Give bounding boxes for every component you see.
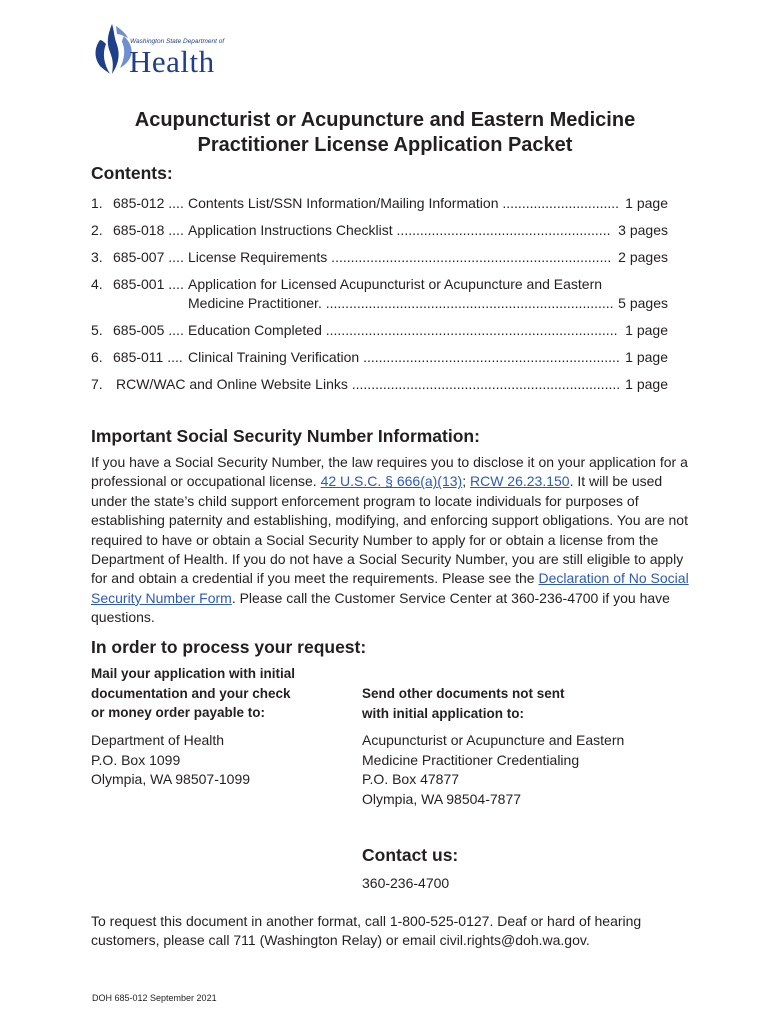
contents-item-number: 5. [91, 322, 103, 338]
doh-logo [90, 22, 225, 79]
document-title-line2: Practitioner License Application Packet [197, 134, 573, 156]
document-title-line1: Acupuncturist or Acupuncture and Eastern Medicine [134, 109, 636, 131]
contents-item-number: 1. [91, 195, 103, 211]
mail-application-address: Department of Health P.O. Box 1099 Olympia, WA 98507-1099 [91, 732, 251, 788]
contents-item-pages: 3 pages [618, 222, 668, 238]
contents-heading: Contents: [91, 163, 173, 183]
ssn-reference-link[interactable]: Declaration of No Social Security Number Form [91, 570, 689, 606]
contents-item-title: License Requirements ........................................................................ [188, 249, 612, 265]
contents-item-number: 6. [91, 349, 103, 365]
contents-item-number: 7. [91, 376, 103, 392]
contact-phone: 360-236-4700 [362, 875, 450, 891]
contents-item-form-code: 685-018 .... [113, 222, 184, 238]
accessibility-note: To request this document in another format, call 1-800-525-0127. Deaf or hard of hearing customers, please call 711 (Washington Relay) or email civil.rights@doh.wa.gov. [91, 913, 642, 949]
contents-item-pages: 1 page [625, 376, 668, 392]
process-heading: In order to process your request: [91, 637, 367, 657]
contents-item-number: 2. [91, 222, 103, 238]
contents-item-title: Application for Licensed Acupuncturist or Acupuncture and Eastern [188, 276, 603, 292]
ssn-paragraph-text: . It will be used under the state’s child support enforcement program to locate individuals for purposes of establishing paternity and establishing, modifying, and enforcing support obligations. You are not required to have or obtain a Social Security Number to apply for or obtain a license from the Department of Health. If you do not have a Social Security Number, you are still eligible to apply for and obtain a credential if you meet the requirements. Please see the [91, 473, 688, 587]
contents-item-title: Contents List/SSN Information/Mailing Information .............................. [188, 195, 620, 211]
contents-item-form-code: 685-012 .... [113, 195, 184, 211]
contents-item-form-code: 685-011 .... [113, 349, 183, 365]
contents-item-title: Education Completed ........................................................................... [188, 322, 618, 338]
contents-item-title-continued: Medicine Practitioner. .......................................................................... [188, 295, 614, 311]
ssn-reference-link[interactable]: 42 U.S.C. § 666(a)(13) [320, 473, 463, 490]
logo-health-text: Health [129, 44, 215, 79]
ssn-paragraph-text: . Please call the Customer Service Center at 360-236-4700 if you have questions. [91, 589, 670, 626]
mail-application-label: Mail your application with initial documentation and your check or money order payable to: [91, 666, 296, 721]
contents-item-pages: 2 pages [618, 249, 668, 265]
ssn-paragraph [91, 453, 691, 628]
contents-item-pages: 5 pages [618, 295, 668, 311]
contents-item-pages: 1 page [625, 349, 668, 365]
contents-item-number: 3. [91, 249, 103, 265]
contents-item-number: 4. [91, 276, 103, 292]
contents-item-pages: 1 page [625, 195, 668, 211]
contents-item-form-code: 685-001 .... [113, 276, 184, 292]
contents-item-form-code: 685-007 .... [113, 249, 184, 265]
logo-small-text: Washington State Department of [130, 38, 225, 45]
contents-item-title: Application Instructions Checklist ....................................................... [188, 222, 611, 238]
form-number-footer: DOH 685-012 September 2021 [92, 993, 217, 1003]
other-documents-address: Acupuncturist or Acupuncture and Eastern Medicine Practitioner Credentialing P.O. Box 47877 Olympia, WA 98504-7877 [362, 732, 625, 808]
contents-item-title: RCW/WAC and Online Website Links ..................................................................... [116, 376, 621, 392]
contents-item-title: Clinical Training Verification .................................................................. [188, 349, 620, 365]
ssn-paragraph-text: ; [462, 473, 470, 490]
ssn-reference-link[interactable]: RCW 26.23.150 [469, 473, 570, 490]
contact-heading: Contact us: [362, 845, 459, 865]
contents-item-form-code: 685-005 .... [113, 322, 184, 338]
other-documents-label: Send other documents not sent with initial application to: [362, 686, 565, 721]
ssn-paragraph-text: If you have a Social Security Number, the law requires you to disclose it on your application for a professional or occupational license. [91, 454, 688, 490]
ssn-heading: Important Social Security Number Information: [91, 426, 480, 446]
contents-item-pages: 1 page [625, 322, 668, 338]
